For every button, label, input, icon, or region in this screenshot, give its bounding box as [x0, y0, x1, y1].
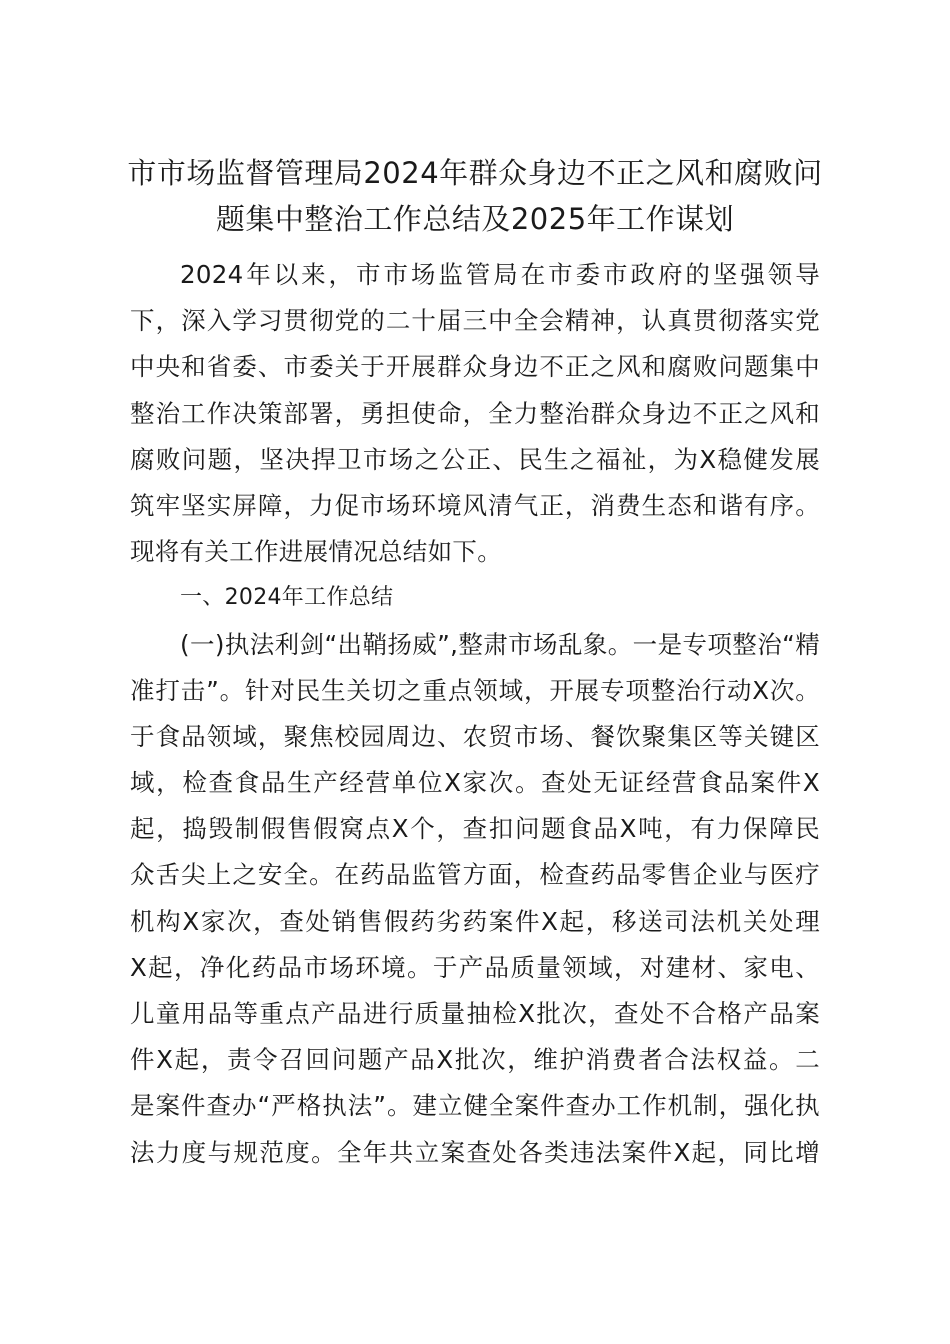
paragraph-line: (一)执法利剑“出鞘扬威”,整肃市场乱象。一是专项整治“精 — [180, 629, 820, 659]
paragraph-line: 件X起，责令召回问题产品X批次，维护消费者合法权益。二 — [130, 1045, 820, 1075]
paragraph-line: 机构X家次，查处销售假药劣药案件X起，移送司法机关处理 — [130, 906, 820, 936]
paragraph-line: 众舌尖上之安全。在药品监管方面，检查药品零售企业与医疗 — [130, 860, 820, 890]
paragraph-line: 整治工作决策部署，勇担使命，全力整治群众身边不正之风和 — [130, 398, 820, 428]
paragraph-line: 下，深入学习贯彻党的二十届三中全会精神，认真贯彻落实党 — [130, 306, 820, 336]
paragraph-line: 腐败问题，坚决捍卫市场之公正、民生之福祉，为X稳健发展 — [130, 444, 820, 474]
paragraph-line: 筑牢坚实屏障，力促市场环境风清气正，消费生态和谐有序。 — [130, 490, 820, 520]
paragraph-line: 现将有关工作进展情况总结如下。 — [130, 537, 502, 567]
document-body — [130, 252, 820, 1176]
paragraph-line: 准打击”。针对民生关切之重点领域，开展专项整治行动X次。 — [130, 675, 820, 705]
paragraph-line: 2024年以来，市市场监管局在市委市政府的坚强领导 — [180, 260, 820, 289]
paragraph-line: 法力度与规范度。全年共立案查处各类违法案件X起，同比增 — [130, 1137, 820, 1167]
paragraph-line: 是案件查办“严格执法”。建立健全案件查办工作机制，强化执 — [130, 1091, 820, 1121]
paragraph-line: 域，检查食品生产经营单位X家次。查处无证经营食品案件X — [130, 768, 820, 798]
paragraph-line: 于食品领域，聚焦校园周边、农贸市场、餐饮聚集区等关键区 — [130, 721, 820, 751]
paragraph-line: 中央和省委、市委关于开展群众身边不正之风和腐败问题集中 — [130, 352, 820, 382]
title-line-2: 题集中整治工作总结及2025年工作谋划 — [215, 202, 735, 236]
document-title — [100, 150, 850, 242]
paragraph-line: 起，捣毁制假售假窝点X个，查扣问题食品X吨，有力保障民 — [130, 814, 820, 844]
paragraph-line: X起，净化药品市场环境。于产品质量领域，对建材、家电、 — [130, 952, 820, 982]
paragraph-line: 儿童用品等重点产品进行质量抽检X批次，查处不合格产品案 — [130, 999, 820, 1028]
section-heading: 一、2024年工作总结 — [180, 585, 394, 611]
title-line-1: 市市场监督管理局2024年群众身边不正之风和腐败问 — [127, 156, 823, 190]
